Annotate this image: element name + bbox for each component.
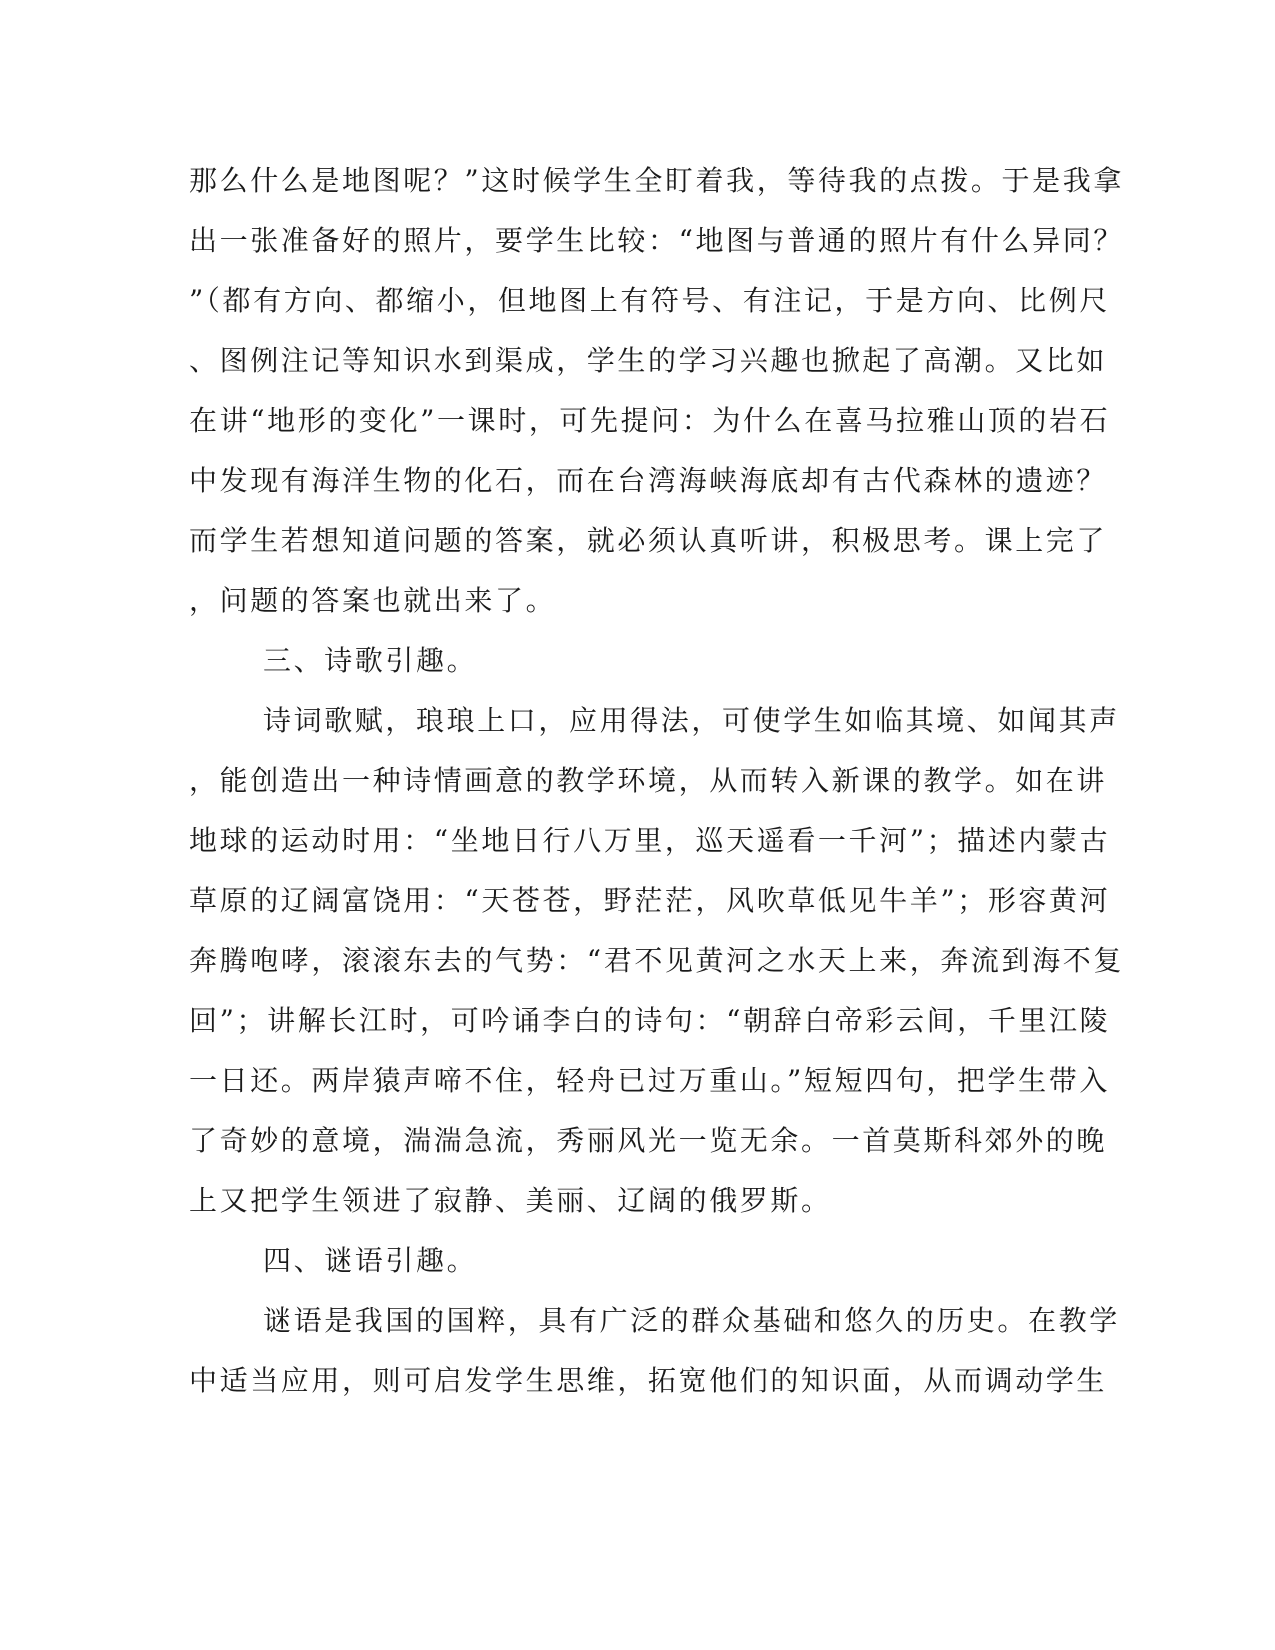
section-heading: 四、谜语引趣。 xyxy=(263,1244,478,1277)
paragraph-line: ，能创造出一种诗情画意的教学环境，从而转入新课的教学。如在讲 xyxy=(189,764,1108,797)
paragraph-line: 出一张准备好的照片，要学生比较：“地图与普通的照片有什么异同？ xyxy=(189,224,1124,257)
paragraph-line: 奔腾咆哮，滚滚东去的气势：“君不见黄河之水天上来，奔流到海不复 xyxy=(189,944,1124,977)
section-heading: 三、诗歌引趣。 xyxy=(263,644,478,677)
paragraph-line: ”（都有方向、都缩小，但地图上有符号、有注记，于是方向、比例尺 xyxy=(189,284,1110,317)
paragraph-line: 中发现有海洋生物的化石，而在台湾海峡海底却有古代森林的遗迹？ xyxy=(189,464,1108,497)
paragraph-line: 而学生若想知道问题的答案，就必须认真听讲，积极思考。课上完了 xyxy=(189,524,1108,557)
paragraph-line: 中适当应用，则可启发学生思维，拓宽他们的知识面，从而调动学生 xyxy=(189,1364,1108,1397)
paragraph-line: ，问题的答案也就出来了。 xyxy=(189,584,557,617)
paragraph-line: 那么什么是地图呢？”这时候学生全盯着我，等待我的点拨。于是我拿 xyxy=(189,164,1124,197)
paragraph-line: 、图例注记等知识水到渠成，学生的学习兴趣也掀起了高潮。又比如 xyxy=(189,344,1108,377)
paragraph-line: 诗词歌赋，琅琅上口，应用得法，可使学生如临其境、如闻其声 xyxy=(263,704,1120,737)
paragraph-line: 回”；讲解长江时，可吟诵李白的诗句：“朝辞白帝彩云间，千里江陵 xyxy=(189,1004,1111,1037)
paragraph-line: 在讲“地形的变化”一课时，可先提问：为什么在喜马拉雅山顶的岩石 xyxy=(189,404,1111,437)
paragraph-line: 上又把学生领进了寂静、美丽、辽阔的俄罗斯。 xyxy=(189,1184,832,1217)
paragraph-line: 一日还。两岸猿声啼不住，轻舟已过万重山。”短短四句，把学生带入 xyxy=(189,1064,1110,1097)
paragraph-line: 草原的辽阔富饶用：“天苍苍，野茫茫，风吹草低见牛羊”；形容黄河 xyxy=(189,884,1111,917)
paragraph-line: 了奇妙的意境，湍湍急流，秀丽风光一览无余。一首莫斯科郊外的晚 xyxy=(189,1124,1108,1157)
paragraph-line: 谜语是我国的国粹，具有广泛的群众基础和悠久的历史。在教学 xyxy=(263,1304,1120,1337)
paragraph-line: 地球的运动时用：“坐地日行八万里，巡天遥看一千河”；描述内蒙古 xyxy=(189,824,1111,857)
